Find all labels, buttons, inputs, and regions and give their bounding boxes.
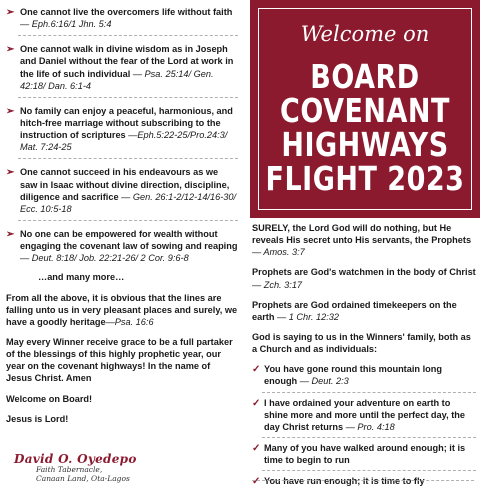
jesus-is-lord-text: Jesus is Lord! xyxy=(6,413,69,424)
scripture-ref: — Amos. 3:7 xyxy=(252,247,305,258)
list-item xyxy=(252,397,476,438)
bullet-text: One cannot succeed in his endeavours as we saw in Isaac without divine direction, discipline, diligence and sacrifice xyxy=(20,167,230,202)
paragraph-text: Prophets are God ordained timekeepers on the earth xyxy=(252,299,457,322)
arrow-bullet-icon: ➢ xyxy=(6,105,15,117)
scripture-ref: — Zch. 3:17 xyxy=(252,279,303,290)
paragraph-heritage xyxy=(6,292,238,328)
bullet-text: No family can enjoy a peaceful, harmonious, and hitch-free marriage without subscribing to the instruction of scriptures xyxy=(20,105,233,141)
list-item xyxy=(252,363,476,392)
paragraph-timekeepers xyxy=(252,299,476,323)
signature-block xyxy=(14,452,137,483)
bullet-text: No one can be empowered for wealth without engaging the covenant law of sowing and reaping xyxy=(20,228,238,252)
check-text: You have run enough; it is time to fly xyxy=(264,476,425,487)
bullet-list xyxy=(6,6,238,264)
paragraph-text: Prophets are God's watchmen in the body of Christ xyxy=(252,267,476,278)
paragraph-text: SURELY, the Lord God will do nothing, but He reveals His secret unto His servants, the Prophets xyxy=(252,223,472,246)
check-text: I have ordained your adventure on earth to shine more and more until the perfect day, the day Christ returns xyxy=(264,397,465,432)
bullet-text: One cannot live the overcomers life without faith xyxy=(20,7,233,17)
list-item xyxy=(6,43,238,98)
scripture-ref: — 1 Chr. 12:32 xyxy=(274,311,339,322)
scripture-ref: — Gen. 26:1-2/12-14/16-30/ Ecc. 10:5-18 xyxy=(20,191,237,214)
bullet-text: One cannot walk in divine wisdom as in Joseph and Daniel without the fear of the Lord at work in the life of such individual xyxy=(20,44,234,79)
list-item xyxy=(6,166,238,221)
list-item xyxy=(6,6,238,36)
and-many-more: …and many more… xyxy=(38,272,125,283)
signature-name: David O. Oyedepo xyxy=(14,452,137,466)
list-item xyxy=(6,228,238,264)
paragraph-text: From all the above, it is obvious that the lines are falling unto us in very pleasant places and surely, we have a goodly heritage xyxy=(6,292,238,327)
checklist xyxy=(252,363,476,487)
banner-welcome: Welcome on xyxy=(300,22,430,46)
checkmark-icon: ✓ xyxy=(252,397,261,409)
list-item xyxy=(6,105,238,160)
paragraph-god-saying: God is saying to us in the Winners' family, both as a Church and as individuals: xyxy=(252,331,471,355)
scripture-ref: — Psa. 25:14/ Gen. 42:18/ Dan. 6:1-4 xyxy=(20,68,214,91)
paragraph-prophets-secret xyxy=(252,222,476,258)
banner-line-board: BOARD xyxy=(310,58,420,97)
scripture-ref: —Psa. 16:6 xyxy=(105,316,154,327)
banner-line-covenant: COVENANT xyxy=(280,92,450,131)
checkmark-icon: ✓ xyxy=(252,364,261,376)
paragraph-blessing: May every Winner receive grace to be a full partaker of the blessings of this highly prophetic year, our year on the covenant highways! In the name of Jesus Christ. Amen xyxy=(6,336,233,384)
scripture-ref: —Eph.5:22-25/Pro.24:3/ Mat. 7:24-25 xyxy=(20,130,228,153)
signature-location-1: Faith Tabernacle, xyxy=(36,465,103,474)
banner-line-highways: HIGHWAYS xyxy=(281,126,449,165)
signature-location-2: Canaan Land, Ota-Lagos xyxy=(36,473,130,483)
checkmark-icon: ✓ xyxy=(252,442,261,454)
arrow-bullet-icon: ➢ xyxy=(6,44,15,56)
arrow-bullet-icon: ➢ xyxy=(6,167,15,179)
checkmark-icon: ✓ xyxy=(252,476,261,488)
divider xyxy=(252,480,474,481)
list-item xyxy=(252,442,476,471)
left-column xyxy=(6,6,238,433)
check-text: You have gone round this mountain long enough xyxy=(264,364,442,387)
scripture-ref: — Deut. 2:3 xyxy=(297,376,349,387)
list-item xyxy=(252,475,476,487)
right-column xyxy=(252,222,476,491)
scripture-ref: — Deut. 8:18/ Job. 22:21-26/ 2 Cor. 9:6-8 xyxy=(20,253,189,264)
welcome-on-board-text: Welcome on Board! xyxy=(6,393,93,404)
check-text: Many of you have walked around enough; it is time to begin to run xyxy=(264,442,466,466)
arrow-bullet-icon: ➢ xyxy=(6,7,15,18)
arrow-bullet-icon: ➢ xyxy=(6,228,15,240)
scripture-ref: — Eph.6:16/1 Jhn. 5:4 xyxy=(20,19,112,30)
scripture-ref: — Pro. 4:18 xyxy=(343,421,395,432)
paragraph-watchmen xyxy=(252,266,476,290)
banner-line-flight: FLIGHT 2023 xyxy=(265,160,465,199)
title-banner xyxy=(250,0,480,218)
